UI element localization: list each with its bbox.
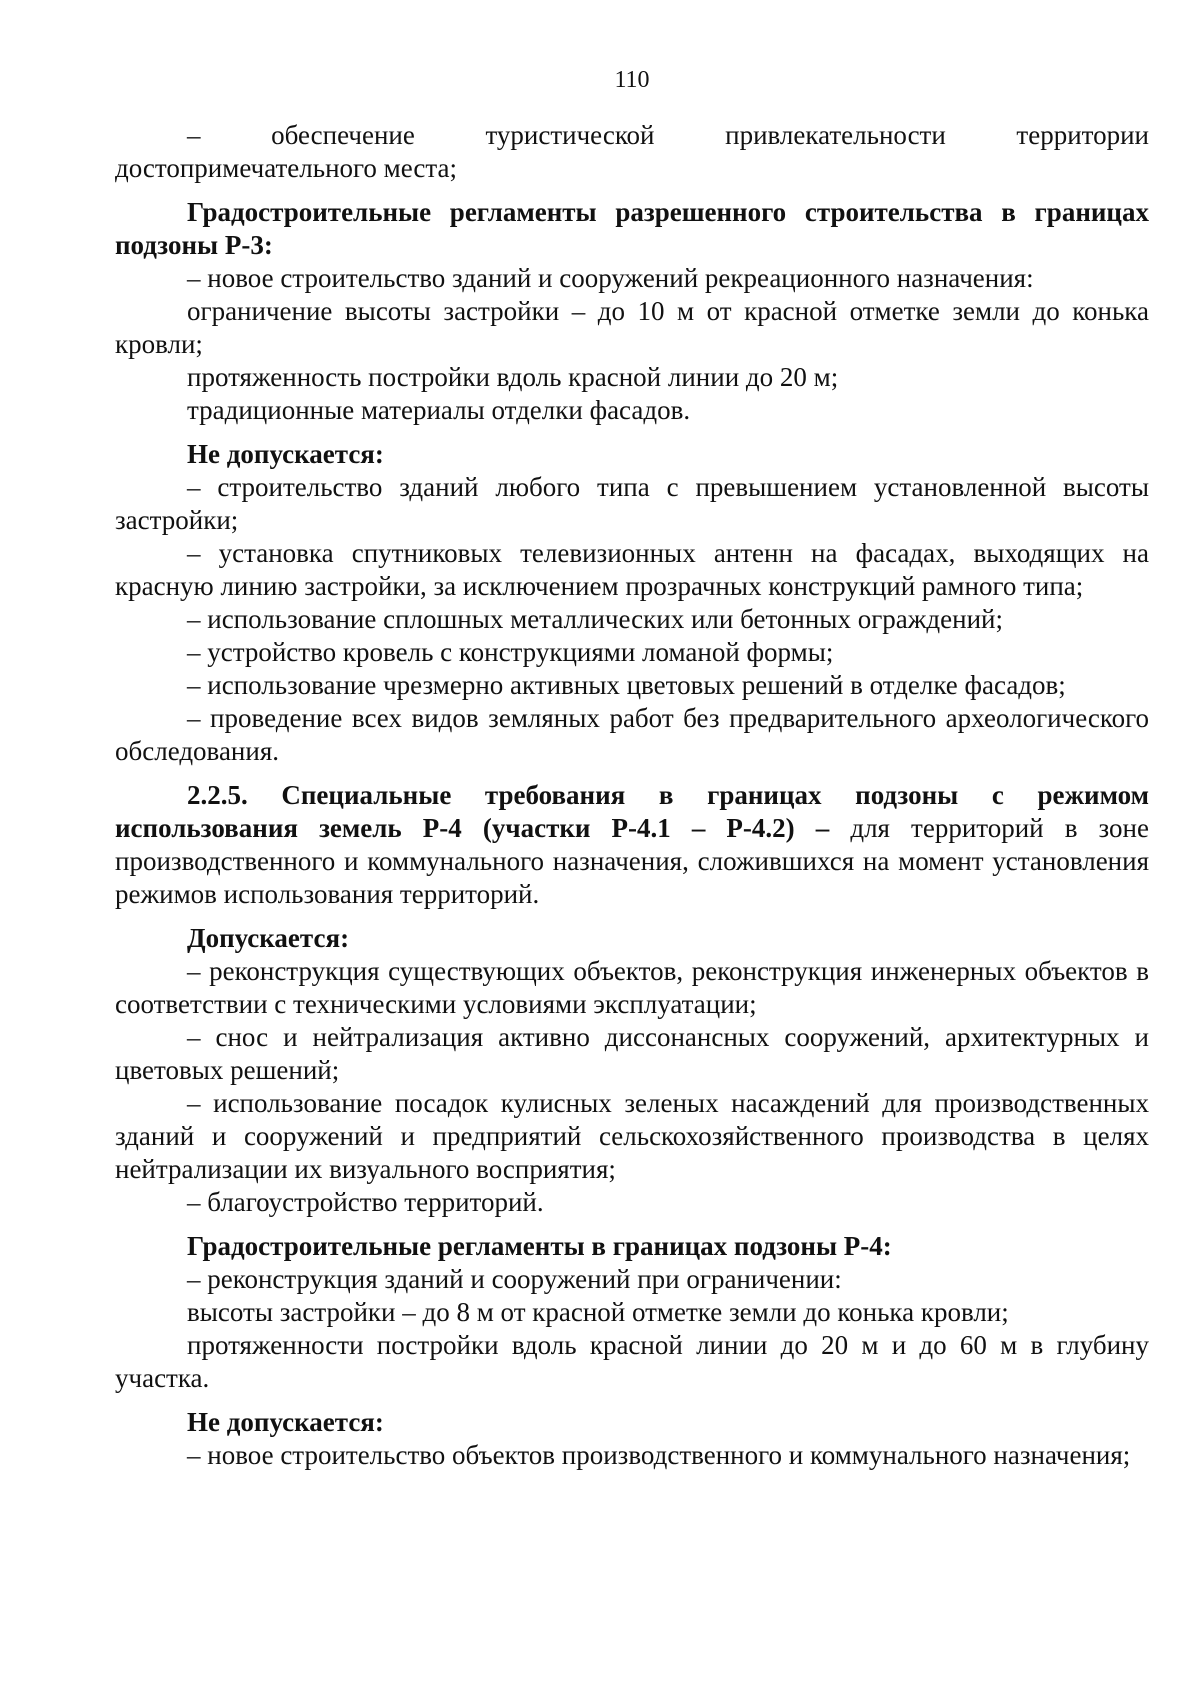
section-heading: Градостроительные регламенты разрешенного строительства в границах подзоны Р-3: xyxy=(115,197,1149,260)
paragraph: протяженность постройки вдоль красной линии до 20 м; xyxy=(187,362,839,392)
list-item: – проведение всех видов земляных работ без предварительного археологического обследования. xyxy=(115,703,1149,766)
section-heading: Не допускается: xyxy=(187,439,384,469)
paragraph: протяженности постройки вдоль красной линии до 20 м и до 60 м в глубину участка. xyxy=(115,1330,1149,1393)
section-paragraph xyxy=(115,779,1149,911)
paragraph: традиционные материалы отделки фасадов. xyxy=(187,395,691,425)
list-item: – обеспечение туристической привлекательности территории достопримечательного места; xyxy=(115,120,1149,183)
paragraph: ограничение высоты застройки – до 10 м от красной отметке земли до конька кровли; xyxy=(115,296,1149,359)
list-item: – снос и нейтрализация активно диссонансных сооружений, архитектурных и цветовых решений; xyxy=(115,1022,1149,1085)
list-item: – строительство зданий любого типа с превышением установленной высоты застройки; xyxy=(115,472,1149,535)
page-number: 110 xyxy=(614,67,650,93)
list-item: – использование сплошных металлических или бетонных ограждений; xyxy=(187,604,1003,634)
list-item: – новое строительство объектов производственного и коммунального назначения; xyxy=(187,1440,1131,1470)
section-title: 2.2.5. Специальные требования в границах подзоны с режимом использования земель Р-4 (участки Р-4.1 – Р-4.2) – xyxy=(115,780,1149,843)
list-item: – благоустройство территорий. xyxy=(187,1187,544,1217)
list-item: – использование чрезмерно активных цветовых решений в отделке фасадов; xyxy=(187,670,1066,700)
section-text: для территорий в зоне производственного и коммунального назначения, сложившихся на момент установления режимов использования территорий. xyxy=(115,813,1149,909)
list-item: – устройство кровель с конструкциями ломаной формы; xyxy=(187,637,834,667)
list-item: – реконструкция существующих объектов, реконструкция инженерных объектов в соответствии с техническими условиями эксплуатации; xyxy=(115,956,1149,1019)
section-heading: Градостроительные регламенты в границах подзоны Р-4: xyxy=(187,1231,892,1261)
list-item: – новое строительство зданий и сооружений рекреационного назначения: xyxy=(187,263,1034,293)
section-heading: Не допускается: xyxy=(187,1407,384,1437)
section-heading: Допускается: xyxy=(187,923,350,953)
list-item: – использование посадок кулисных зеленых насаждений для производственных зданий и сооружений и предприятий сельскохозяйственного производства в целях нейтрализации их визуального восприятия; xyxy=(115,1088,1149,1184)
paragraph: высоты застройки – до 8 м от красной отметке земли до конька кровли; xyxy=(187,1297,1009,1327)
list-item: – реконструкция зданий и сооружений при ограничении: xyxy=(187,1264,842,1294)
list-item: – установка спутниковых телевизионных антенн на фасадах, выходящих на красную линию застройки, за исключением прозрачных конструкций рамного типа; xyxy=(115,538,1149,601)
document-page xyxy=(115,64,1149,1472)
